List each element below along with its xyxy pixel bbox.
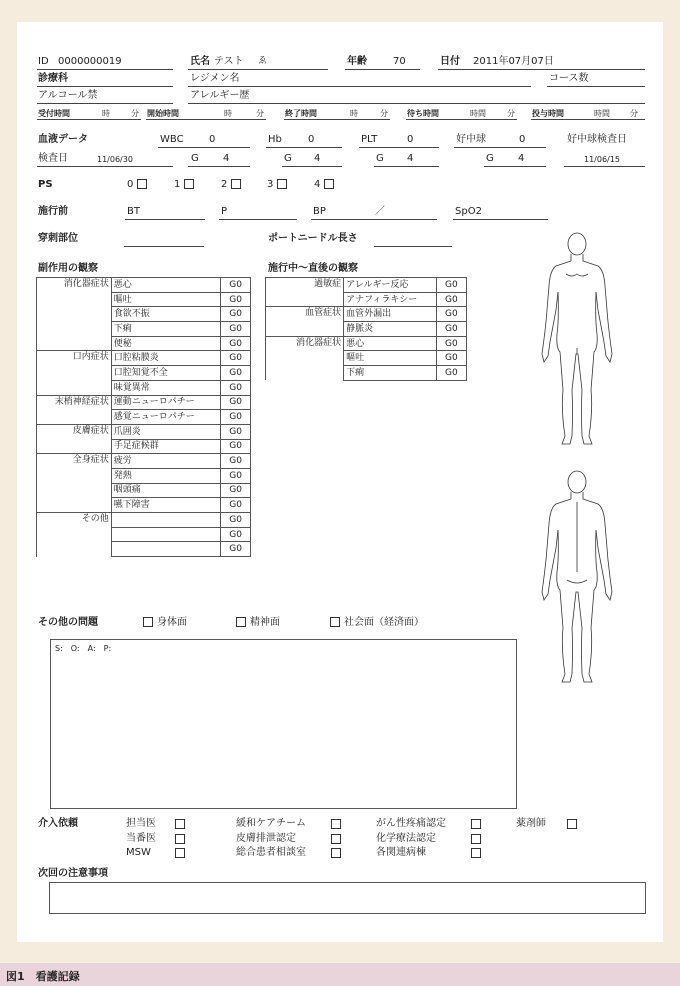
neutrophil-value: 0 bbox=[519, 134, 526, 145]
age-label: 年齢 bbox=[347, 56, 367, 67]
ps-option-1[interactable]: 1 bbox=[174, 179, 194, 191]
wbc-label: WBC bbox=[160, 134, 184, 145]
bp-label: BP bbox=[313, 206, 326, 217]
side-effects-table bbox=[36, 277, 251, 557]
intervention-option: 皮膚排泄認定 bbox=[236, 832, 296, 844]
hb-grade-label: G bbox=[284, 153, 292, 164]
hour-unit: 時 bbox=[350, 109, 358, 118]
side-effects-title: 副作用の観察 bbox=[38, 263, 98, 274]
item-cell: 便秘 bbox=[111, 336, 221, 351]
checkbox[interactable] bbox=[324, 179, 334, 189]
checkbox[interactable] bbox=[175, 848, 185, 858]
item-cell: 口腔知覚不全 bbox=[111, 366, 221, 381]
physical-option[interactable]: 身体面 bbox=[143, 617, 187, 629]
minute-unit: 分 bbox=[630, 109, 638, 118]
checkbox[interactable] bbox=[184, 179, 194, 189]
body-back-diagram[interactable] bbox=[532, 468, 622, 690]
intervention-option: がん性疼痛認定 bbox=[376, 818, 446, 829]
category-cell bbox=[37, 542, 112, 557]
figure-caption-bar bbox=[0, 963, 680, 986]
regimen-line bbox=[188, 86, 531, 87]
checkbox[interactable] bbox=[331, 848, 341, 858]
reception-line bbox=[37, 119, 141, 120]
wait-line bbox=[406, 119, 517, 120]
item-cell: 咽頭痛 bbox=[111, 483, 221, 498]
category-cell: 全身症状 bbox=[37, 454, 112, 469]
grade-cell[interactable]: G0 bbox=[221, 468, 251, 483]
table-row bbox=[37, 307, 251, 322]
grade-cell[interactable]: G0 bbox=[221, 336, 251, 351]
body-front-diagram[interactable] bbox=[532, 230, 622, 452]
grade-cell[interactable]: G0 bbox=[221, 498, 251, 513]
neutrophil-date-label: 好中球検査日 bbox=[567, 134, 627, 145]
category-cell bbox=[37, 498, 112, 513]
id-line bbox=[37, 69, 173, 70]
grade-cell[interactable]: G0 bbox=[221, 454, 251, 469]
wbc-grade-label: G bbox=[191, 153, 199, 164]
social-option[interactable]: 社会面（経済面） bbox=[330, 617, 424, 629]
item-cell bbox=[111, 527, 221, 542]
table-row bbox=[37, 278, 251, 293]
grade-cell[interactable]: G0 bbox=[436, 366, 466, 381]
category-cell bbox=[37, 468, 112, 483]
item-cell: アレルギー反応 bbox=[344, 278, 437, 293]
name-label: 氏名 bbox=[190, 56, 210, 67]
hb-line bbox=[266, 147, 342, 148]
category-cell: 過敏症 bbox=[266, 278, 344, 293]
checkbox[interactable] bbox=[175, 819, 185, 829]
ps-option-3[interactable]: 3 bbox=[267, 179, 287, 191]
grade-cell[interactable]: G0 bbox=[436, 292, 466, 307]
checkbox[interactable] bbox=[236, 617, 246, 627]
start-line bbox=[146, 119, 266, 120]
ps-option-4[interactable]: 4 bbox=[314, 179, 334, 191]
table-row bbox=[37, 351, 251, 366]
bt-line bbox=[125, 219, 205, 220]
date-value: 2011年07月07日 bbox=[473, 56, 554, 67]
item-cell bbox=[111, 513, 221, 528]
grade-cell[interactable]: G0 bbox=[436, 307, 466, 322]
wbc-value: 0 bbox=[209, 134, 216, 145]
puncture-site-label: 穿刺部位 bbox=[38, 233, 78, 244]
duration-unit: 時間 bbox=[594, 109, 610, 118]
hb-value: 0 bbox=[308, 134, 315, 145]
other-problems-title: その他の問題 bbox=[38, 617, 98, 628]
table-row bbox=[266, 336, 467, 351]
mental-option[interactable]: 精神面 bbox=[236, 617, 280, 629]
checkbox[interactable] bbox=[231, 179, 241, 189]
item-cell: 口腔粘膜炎 bbox=[111, 351, 221, 366]
port-needle-label: ポートニードル長さ bbox=[268, 233, 358, 244]
table-row bbox=[266, 322, 467, 337]
category-cell bbox=[266, 292, 344, 307]
admin-time-label: 投与時間 bbox=[532, 109, 564, 118]
grade-cell[interactable]: G0 bbox=[221, 542, 251, 557]
table-row bbox=[37, 336, 251, 351]
next-notes-label: 次回の注意事項 bbox=[38, 868, 108, 879]
during-observation-table bbox=[265, 277, 467, 381]
grade-cell[interactable]: G0 bbox=[221, 307, 251, 322]
category-cell: 消化器症状 bbox=[266, 336, 344, 351]
item-cell: 感覚ニューロパチー bbox=[111, 410, 221, 425]
table-row bbox=[37, 322, 251, 337]
checkbox[interactable] bbox=[277, 179, 287, 189]
wait-time-label: 待ち時間 bbox=[407, 109, 439, 118]
table-row bbox=[37, 513, 251, 528]
table-row bbox=[37, 380, 251, 395]
blood-data-title: 血液データ bbox=[38, 134, 88, 145]
item-cell: 嚥下障害 bbox=[111, 498, 221, 513]
checkbox[interactable] bbox=[175, 834, 185, 844]
allergy-line bbox=[188, 103, 645, 104]
category-cell bbox=[37, 336, 112, 351]
neut-grade-label: G bbox=[486, 153, 494, 164]
age-value: 70 bbox=[393, 56, 406, 67]
port-needle-line bbox=[374, 246, 452, 247]
category-cell bbox=[37, 366, 112, 381]
date-line bbox=[438, 69, 645, 70]
checkbox[interactable] bbox=[471, 819, 481, 829]
table-row bbox=[37, 395, 251, 410]
checkbox[interactable] bbox=[143, 617, 153, 627]
during-observation-title: 施行中～直後の観察 bbox=[268, 263, 358, 274]
minute-unit: 分 bbox=[507, 109, 515, 118]
intervention-option: 当番医 bbox=[126, 832, 156, 844]
name-line bbox=[188, 69, 328, 70]
category-cell: 血管症状 bbox=[266, 307, 344, 322]
minute-unit: 分 bbox=[256, 109, 264, 118]
table-row bbox=[37, 454, 251, 469]
courses-label: コース数 bbox=[549, 73, 589, 84]
grade-cell[interactable]: G0 bbox=[221, 366, 251, 381]
table-row bbox=[37, 424, 251, 439]
item-cell: 疲労 bbox=[111, 454, 221, 469]
grade-cell[interactable]: G0 bbox=[221, 292, 251, 307]
checkbox[interactable] bbox=[137, 179, 147, 189]
bp-slash: ／ bbox=[375, 206, 385, 217]
grade-cell[interactable]: G0 bbox=[221, 351, 251, 366]
table-row bbox=[266, 292, 467, 307]
dept-line bbox=[37, 86, 173, 87]
ps-option-2[interactable]: 2 bbox=[221, 179, 241, 191]
test-date-value: 11/06/30 bbox=[97, 155, 133, 164]
intervention-option: 各関連病棟 bbox=[376, 847, 426, 858]
grade-cell[interactable]: G0 bbox=[221, 278, 251, 293]
category-cell bbox=[37, 527, 112, 542]
neutrophil-date-line bbox=[564, 166, 645, 167]
table-row bbox=[266, 351, 467, 366]
hb-label: Hb bbox=[268, 134, 282, 145]
signature-mark: ゑ bbox=[258, 56, 268, 66]
soap-labels: S: O: A: P: bbox=[55, 644, 112, 653]
neutrophil-label: 好中球 bbox=[456, 134, 486, 145]
table-row bbox=[266, 278, 467, 293]
item-cell: 食欲不振 bbox=[111, 307, 221, 322]
grade-cell[interactable]: G0 bbox=[436, 278, 466, 293]
item-cell: 悪心 bbox=[344, 336, 437, 351]
category-cell bbox=[37, 410, 112, 425]
intervention-option: 担当医 bbox=[126, 818, 156, 829]
neutrophil-line bbox=[454, 147, 546, 148]
dept-label: 診療科 bbox=[38, 73, 68, 84]
category-cell bbox=[37, 380, 112, 395]
bp-line bbox=[311, 219, 437, 220]
test-date-label: 検査日 bbox=[38, 153, 68, 164]
name-value: テスト bbox=[214, 56, 244, 67]
age-line bbox=[345, 69, 420, 70]
checkbox[interactable] bbox=[331, 819, 341, 829]
table-row bbox=[37, 292, 251, 307]
item-cell: 静脈炎 bbox=[344, 322, 437, 337]
hour-unit: 時 bbox=[102, 109, 110, 118]
grade-cell[interactable]: G0 bbox=[221, 380, 251, 395]
item-cell: 手足症候群 bbox=[111, 439, 221, 454]
item-cell bbox=[111, 542, 221, 557]
grade-cell[interactable]: G0 bbox=[221, 483, 251, 498]
plt-value: 0 bbox=[407, 134, 414, 145]
table-row bbox=[266, 366, 467, 381]
item-cell: 下痢 bbox=[111, 322, 221, 337]
grade-cell[interactable]: G0 bbox=[221, 322, 251, 337]
grade-cell[interactable]: G0 bbox=[436, 336, 466, 351]
admin-line bbox=[531, 119, 645, 120]
plt-grade-label: G bbox=[376, 153, 384, 164]
allergy-label: アレルギー歴 bbox=[190, 90, 250, 101]
alcohol-label: アルコール禁 bbox=[38, 90, 98, 101]
intervention-option: MSW bbox=[126, 847, 151, 858]
checkbox[interactable] bbox=[471, 848, 481, 858]
duration-unit: 時間 bbox=[470, 109, 486, 118]
end-line bbox=[284, 119, 390, 120]
checkbox[interactable] bbox=[330, 617, 340, 627]
plt-line bbox=[359, 147, 439, 148]
neut-grade-value: 4 bbox=[518, 153, 525, 164]
plt-label: PLT bbox=[361, 134, 378, 145]
next-notes-box[interactable] bbox=[49, 882, 646, 914]
table-row bbox=[37, 468, 251, 483]
grade-cell[interactable]: G0 bbox=[436, 322, 466, 337]
spo2-line bbox=[453, 219, 548, 220]
grade-cell[interactable]: G0 bbox=[221, 424, 251, 439]
checkbox[interactable] bbox=[471, 834, 481, 844]
plt-grade-line bbox=[374, 166, 439, 167]
checkbox[interactable] bbox=[331, 834, 341, 844]
item-cell: 下痢 bbox=[344, 366, 437, 381]
table-row bbox=[37, 366, 251, 381]
grade-cell[interactable]: G0 bbox=[221, 513, 251, 528]
category-cell: 口内症状 bbox=[37, 351, 112, 366]
intervention-option: 緩和ケアチーム bbox=[236, 818, 306, 829]
spo2-label: SpO2 bbox=[455, 206, 482, 217]
wbc-grade-value: 4 bbox=[223, 153, 230, 164]
hb-grade-value: 4 bbox=[314, 153, 321, 164]
table-row bbox=[37, 439, 251, 454]
figure-caption: 図1 看護記録 bbox=[6, 970, 80, 983]
category-cell: 消化器症状 bbox=[37, 278, 112, 293]
pulse-line bbox=[219, 219, 297, 220]
item-cell: 爪囲炎 bbox=[111, 424, 221, 439]
category-cell bbox=[37, 483, 112, 498]
test-date-line bbox=[37, 166, 173, 167]
grade-cell[interactable]: G0 bbox=[221, 439, 251, 454]
table-row bbox=[37, 542, 251, 557]
category-cell bbox=[37, 307, 112, 322]
grade-cell[interactable]: G0 bbox=[436, 351, 466, 366]
table-row bbox=[37, 483, 251, 498]
grade-cell[interactable]: G0 bbox=[221, 395, 251, 410]
item-cell: アナフィラキシー bbox=[344, 292, 437, 307]
grade-cell[interactable]: G0 bbox=[221, 527, 251, 542]
intervention-option: 総合患者相談室 bbox=[236, 847, 306, 858]
item-cell: 血管外漏出 bbox=[344, 307, 437, 322]
item-cell: 味覚異常 bbox=[111, 380, 221, 395]
grade-cell[interactable]: G0 bbox=[221, 410, 251, 425]
intervention-option: 化学療法認定 bbox=[376, 832, 436, 844]
table-row bbox=[37, 527, 251, 542]
item-cell: 嘔吐 bbox=[344, 351, 437, 366]
neut-grade-line bbox=[484, 166, 546, 167]
category-cell bbox=[266, 366, 344, 381]
hour-unit: 時 bbox=[224, 109, 232, 118]
id-label: ID bbox=[38, 56, 49, 67]
intervention-label: 介入依頼 bbox=[38, 818, 78, 829]
reception-time-label: 受付時間 bbox=[38, 109, 70, 118]
pulse-label: P bbox=[221, 206, 228, 217]
item-cell: 発熱 bbox=[111, 468, 221, 483]
intervention-option: 薬剤師 bbox=[516, 818, 546, 829]
item-cell: 運動ニューロパチー bbox=[111, 395, 221, 410]
table-row bbox=[37, 498, 251, 513]
category-cell: その他 bbox=[37, 513, 112, 528]
ps-label: PS bbox=[38, 179, 53, 190]
checkbox[interactable] bbox=[567, 819, 577, 829]
table-row bbox=[266, 307, 467, 322]
item-cell: 嘔吐 bbox=[111, 292, 221, 307]
date-label: 日付 bbox=[440, 56, 460, 67]
ps-option-0[interactable]: 0 bbox=[127, 179, 147, 191]
bt-label: BT bbox=[127, 206, 140, 217]
category-cell bbox=[37, 292, 112, 307]
start-time-label: 開始時間 bbox=[147, 109, 179, 118]
courses-line bbox=[547, 86, 645, 87]
item-cell: 悪心 bbox=[111, 278, 221, 293]
soap-notes-box[interactable] bbox=[50, 639, 517, 809]
neutrophil-date-value: 11/06/15 bbox=[584, 155, 620, 164]
category-cell bbox=[37, 439, 112, 454]
regimen-label: レジメン名 bbox=[190, 73, 240, 84]
end-time-label: 終了時間 bbox=[285, 109, 317, 118]
wbc-line bbox=[158, 147, 250, 148]
alcohol-line bbox=[37, 103, 173, 104]
category-cell: 皮膚症状 bbox=[37, 424, 112, 439]
category-cell bbox=[266, 351, 344, 366]
pre-treatment-label: 施行前 bbox=[38, 206, 68, 217]
puncture-site-line bbox=[124, 246, 204, 247]
category-cell: 末梢神経症状 bbox=[37, 395, 112, 410]
id-value: 0000000019 bbox=[58, 56, 122, 67]
minute-unit: 分 bbox=[380, 109, 388, 118]
minute-unit: 分 bbox=[131, 109, 139, 118]
category-cell bbox=[37, 322, 112, 337]
wbc-grade-line bbox=[188, 166, 250, 167]
table-row bbox=[37, 410, 251, 425]
hb-grade-line bbox=[282, 166, 342, 167]
plt-grade-value: 4 bbox=[407, 153, 414, 164]
category-cell bbox=[266, 322, 344, 337]
